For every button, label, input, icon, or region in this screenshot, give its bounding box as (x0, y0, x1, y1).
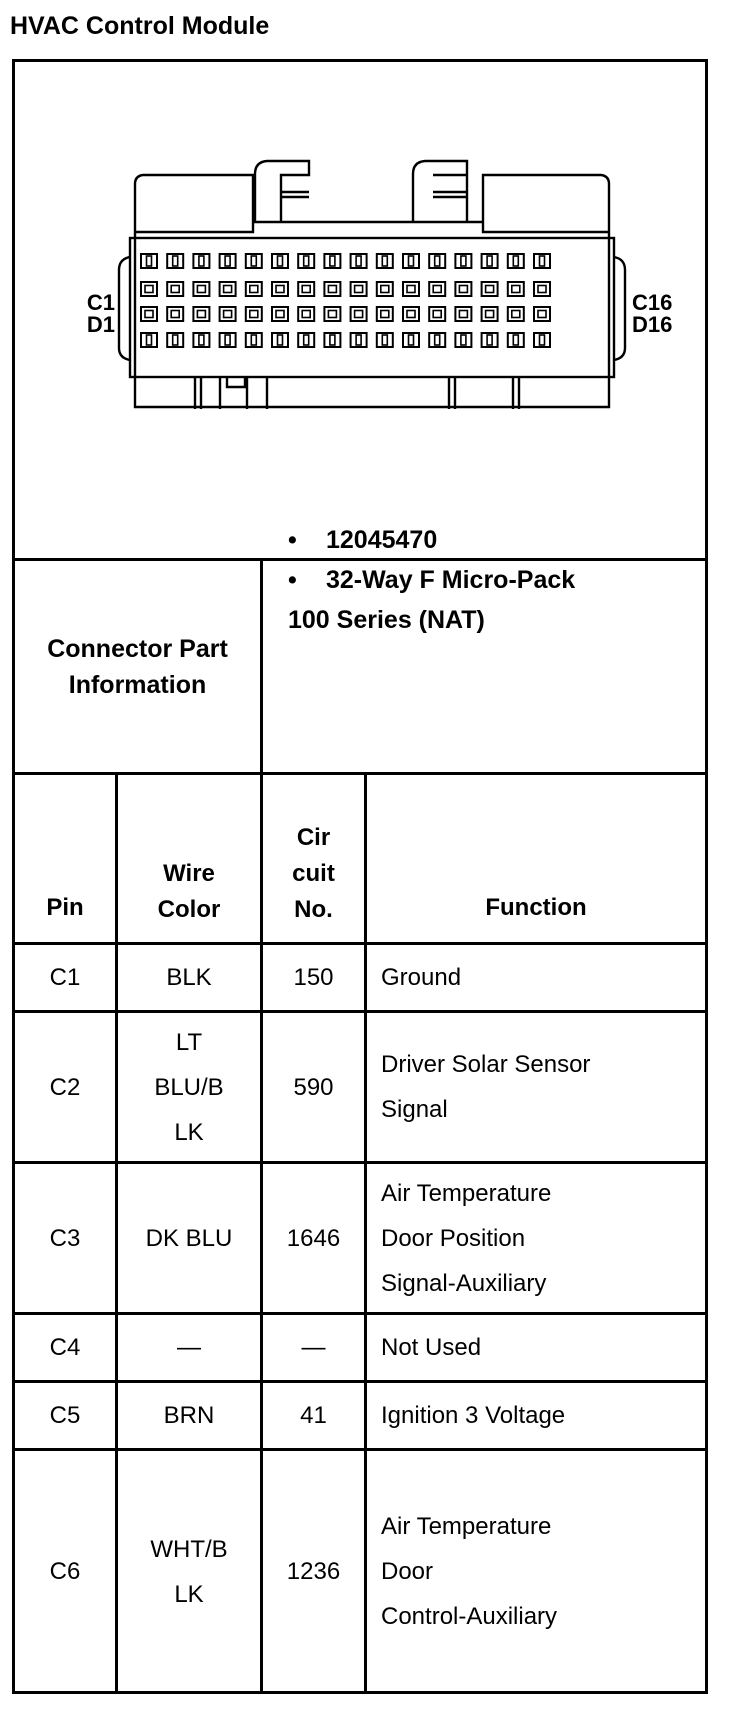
cell-pin: C5 (49, 1402, 81, 1429)
pin-terminal (382, 256, 387, 266)
pin-terminal (487, 335, 492, 345)
label-d16: D16 (632, 312, 673, 337)
pin-terminal (459, 286, 467, 293)
pin-terminal (276, 311, 284, 318)
pin-terminal (355, 286, 363, 293)
pin-cavity (246, 307, 262, 321)
pin-terminal (381, 286, 389, 293)
cell-pin: C1 (49, 964, 81, 991)
pin-terminal (250, 286, 258, 293)
pin-cavity (141, 307, 157, 321)
pin-terminal (278, 256, 283, 266)
pin-terminal (199, 335, 204, 345)
part-info-heading: Connector Part Information (47, 634, 228, 699)
connector-type: 32-Way F Micro-Pack (326, 566, 576, 594)
pin-terminal (145, 311, 153, 318)
cell-pin: C3 (49, 1224, 81, 1252)
page-title: HVAC Control Module (10, 12, 270, 40)
pin-cavity (455, 307, 471, 321)
label-d1: D1 (86, 312, 115, 337)
pin-terminal (540, 335, 545, 345)
label-c16: C16 (632, 290, 673, 315)
cell-wire-color: WHT/B LK (150, 1535, 228, 1608)
cell-wire-color: BRN (163, 1402, 215, 1429)
pin-terminal (356, 335, 361, 345)
pin-cavity (324, 307, 340, 321)
pin-terminal (487, 256, 492, 266)
pin-terminal (302, 311, 310, 318)
header-function: Function (485, 894, 587, 921)
pin-terminal (147, 256, 152, 266)
cell-circuit-number: 1236 (286, 1558, 341, 1585)
header-wire-color: Wire Color (157, 860, 221, 923)
pin-terminal (302, 286, 310, 293)
cell-function: Ignition 3 Voltage (381, 1402, 566, 1429)
cell-function: Air Temperature Door Control-Auxiliary (381, 1513, 558, 1630)
cell-pin: C2 (49, 1073, 81, 1101)
pin-cavity (482, 307, 498, 321)
pin-terminal (382, 335, 387, 345)
pin-terminal (513, 335, 518, 345)
pin-cavity (272, 282, 288, 296)
pin-cavity (272, 307, 288, 321)
cell-circuit-number: 590 (293, 1073, 334, 1101)
cell-wire-color: BLK (166, 964, 212, 991)
pin-terminal (486, 286, 494, 293)
pin-cavity (167, 282, 183, 296)
pin-terminal (304, 256, 309, 266)
pin-terminal (433, 311, 441, 318)
pin-grid (141, 254, 550, 347)
pin-terminal (250, 311, 258, 318)
pin-terminal (328, 311, 336, 318)
connector-face-diagram (15, 62, 705, 562)
pin-terminal (435, 335, 440, 345)
cell-circuit-number: 150 (293, 964, 334, 991)
pin-cavity (534, 307, 550, 321)
pin-terminal (197, 286, 205, 293)
pin-terminal (538, 286, 546, 293)
cell-pin: C6 (49, 1558, 81, 1585)
pin-terminal (486, 311, 494, 318)
pin-terminal (461, 335, 466, 345)
cell-wire-color: — (177, 1334, 201, 1361)
pin-terminal (512, 311, 520, 318)
pin-cavity (193, 282, 209, 296)
pin-cavity (298, 307, 314, 321)
pin-terminal (224, 311, 232, 318)
pin-cavity (482, 282, 498, 296)
pin-cavity (351, 282, 367, 296)
cell-wire-color: DK BLU (145, 1224, 233, 1252)
pin-terminal (407, 311, 415, 318)
pin-cavity (246, 282, 262, 296)
pin-terminal (173, 335, 178, 345)
pin-cavity (403, 307, 419, 321)
cell-circuit-number: 41 (300, 1402, 327, 1429)
part-number: 12045470 (326, 526, 438, 554)
pin-terminal (459, 311, 467, 318)
pin-terminal (513, 256, 518, 266)
pin-cavity (298, 282, 314, 296)
part-info-details (288, 520, 575, 640)
pin-cavity (508, 307, 524, 321)
pin-terminal (330, 256, 335, 266)
pin-terminal (278, 335, 283, 345)
pin-terminal (356, 256, 361, 266)
pin-terminal (328, 286, 336, 293)
pin-terminal (147, 335, 152, 345)
pin-terminal (251, 256, 256, 266)
pin-terminal (304, 335, 309, 345)
pin-terminal (461, 256, 466, 266)
pin-cavity (141, 282, 157, 296)
pin-terminal (224, 286, 232, 293)
pin-terminal (225, 335, 230, 345)
pin-terminal (173, 256, 178, 266)
pin-cavity (429, 282, 445, 296)
pin-cavity (220, 307, 236, 321)
pin-terminal (330, 335, 335, 345)
pin-terminal (171, 311, 179, 318)
cell-wire-color: LT BLU/B LK (154, 1028, 224, 1146)
pin-terminal (199, 256, 204, 266)
part-number-item: • 12045470 (288, 526, 438, 554)
pin-terminal (512, 286, 520, 293)
pin-terminal (435, 256, 440, 266)
connector-sheet (12, 59, 708, 1694)
pin-cavity (167, 307, 183, 321)
pin-terminal (409, 335, 414, 345)
pin-cavity (377, 307, 393, 321)
header-circuit-number: Cir cuit No. (292, 824, 335, 923)
pin-terminal (145, 286, 153, 293)
cell-function: Not Used (381, 1334, 482, 1361)
pin-terminal (381, 311, 389, 318)
pin-cavity (508, 282, 524, 296)
header-pin: Pin (46, 894, 84, 921)
pin-terminal (433, 286, 441, 293)
pin-cavity (193, 307, 209, 321)
pin-terminal (540, 256, 545, 266)
cell-function: Ground (381, 964, 462, 991)
pin-cavity (455, 282, 471, 296)
pin-terminal (276, 286, 284, 293)
cell-circuit-number: 1646 (286, 1224, 341, 1252)
pin-cavity (377, 282, 393, 296)
pin-cavity (534, 282, 550, 296)
cell-pin: C4 (49, 1334, 81, 1361)
connector-type-item: • 32-Way F Micro-Pack (288, 566, 576, 594)
pin-cavity (324, 282, 340, 296)
pin-terminal (538, 311, 546, 318)
pin-terminal (409, 256, 414, 266)
connector-series: 100 Series (NAT) (288, 606, 485, 634)
pin-cavity (220, 282, 236, 296)
cell-circuit-number: — (301, 1334, 326, 1361)
pin-terminal (171, 286, 179, 293)
pin-terminal (355, 311, 363, 318)
pin-terminal (407, 286, 415, 293)
cell-function: Driver Solar Sensor Signal (381, 1051, 591, 1123)
label-c1: C1 (86, 290, 115, 315)
pin-cavity (403, 282, 419, 296)
pin-terminal (251, 335, 256, 345)
cell-function: Air Temperature Door Position Signal-Auxiliary (381, 1179, 552, 1297)
pin-terminal (197, 311, 205, 318)
pin-cavity (429, 307, 445, 321)
pin-cavity (351, 307, 367, 321)
pin-terminal (225, 256, 230, 266)
